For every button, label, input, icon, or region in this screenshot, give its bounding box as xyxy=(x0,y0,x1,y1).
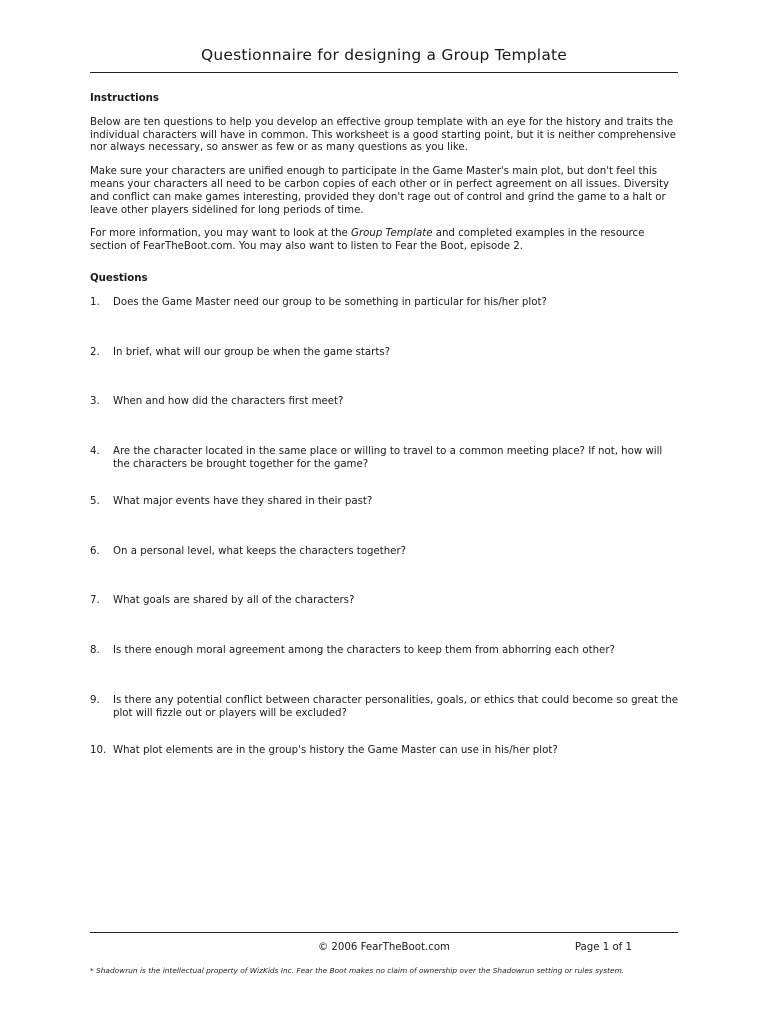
group-template-reference: Group Template xyxy=(351,228,433,240)
paragraph-3-text-end: and completed examples in the resource section of FearTheBoot.com. You may also want to listen to Fear the Boot, episode 2. xyxy=(90,228,645,253)
question-text: What plot elements are in the group's history the Game Master can use in his/her plot? xyxy=(113,744,558,756)
question-number: 7. xyxy=(90,595,100,607)
instructions-paragraph-3 xyxy=(90,228,678,254)
question-item xyxy=(90,695,678,721)
question-text: When and how did the characters first meet? xyxy=(113,396,344,408)
question-text: In brief, what will our group be when the game starts? xyxy=(113,346,391,358)
question-item xyxy=(90,595,678,608)
question-item xyxy=(90,446,678,472)
question-item xyxy=(90,297,678,310)
question-number: 3. xyxy=(90,396,100,408)
question-text: What goals are shared by all of the characters? xyxy=(113,595,355,607)
document-body xyxy=(90,93,678,794)
question-item xyxy=(90,645,678,658)
question-text: On a personal level, what keeps the characters together? xyxy=(113,545,407,557)
question-number: 5. xyxy=(90,495,100,507)
question-text: Is there any potential conflict between character personalities, goals, or ethics that could become so great the plot will fizzle out or players will be excluded? xyxy=(113,694,678,719)
footer-divider xyxy=(90,932,678,933)
question-item xyxy=(90,745,678,758)
question-item xyxy=(90,396,678,409)
page-title: Questionnaire for designing a Group Template xyxy=(200,46,568,64)
question-list xyxy=(90,297,678,758)
question-text: Does the Game Master need our group to be something in particular for his/her plot? xyxy=(113,296,547,308)
footer-copyright: © 2006 FearTheBoot.com xyxy=(318,942,450,953)
footer-page-number: Page 1 of 1 xyxy=(574,942,632,953)
footer-note: * Shadowrun is the intellectual property of WizKids Inc. Fear the Boot makes no claim of ownership over the Shadowrun setting or rules system. xyxy=(90,966,625,975)
question-number: 9. xyxy=(90,694,100,706)
question-number: 2. xyxy=(90,346,100,358)
instructions-paragraph-1: Below are ten questions to help you develop an effective group template with an eye for the history and traits the individual characters will have in common. This worksheet is a good starting point, but it is neither comprehensive nor always necessary, so answer as few or as many questions as you like. xyxy=(90,116,676,154)
instructions-paragraph-2: Make sure your characters are unified enough to participate in the Game Master's main plot, but don't feel this means your characters all need to be carbon copies of each other or in perfect agreement on all issues. Diversity and conflict can make games interesting, provided they don't rage out of control and grind the game to a halt or leave other players sidelined for long periods of time. xyxy=(90,166,670,216)
question-number: 1. xyxy=(90,296,100,308)
question-number: 4. xyxy=(90,446,100,458)
questions-heading: Questions xyxy=(90,272,148,284)
question-item xyxy=(90,496,678,509)
title-divider xyxy=(90,72,678,73)
question-text: Are the character located in the same place or willing to travel to a common meeting place? If not, how will the characters be brought together for the game? xyxy=(113,446,663,470)
question-item xyxy=(90,347,678,360)
instructions-heading: Instructions xyxy=(90,93,159,104)
paragraph-3-text-start: For more information, you may want to look at the xyxy=(90,228,352,240)
question-item xyxy=(90,546,678,559)
question-number: 6. xyxy=(90,545,100,557)
question-number: 10. xyxy=(90,744,107,756)
question-text: Is there enough moral agreement among the characters to keep them from abhorring each other? xyxy=(113,645,615,657)
question-number: 8. xyxy=(90,645,100,657)
question-text: What major events have they shared in their past? xyxy=(113,495,373,507)
